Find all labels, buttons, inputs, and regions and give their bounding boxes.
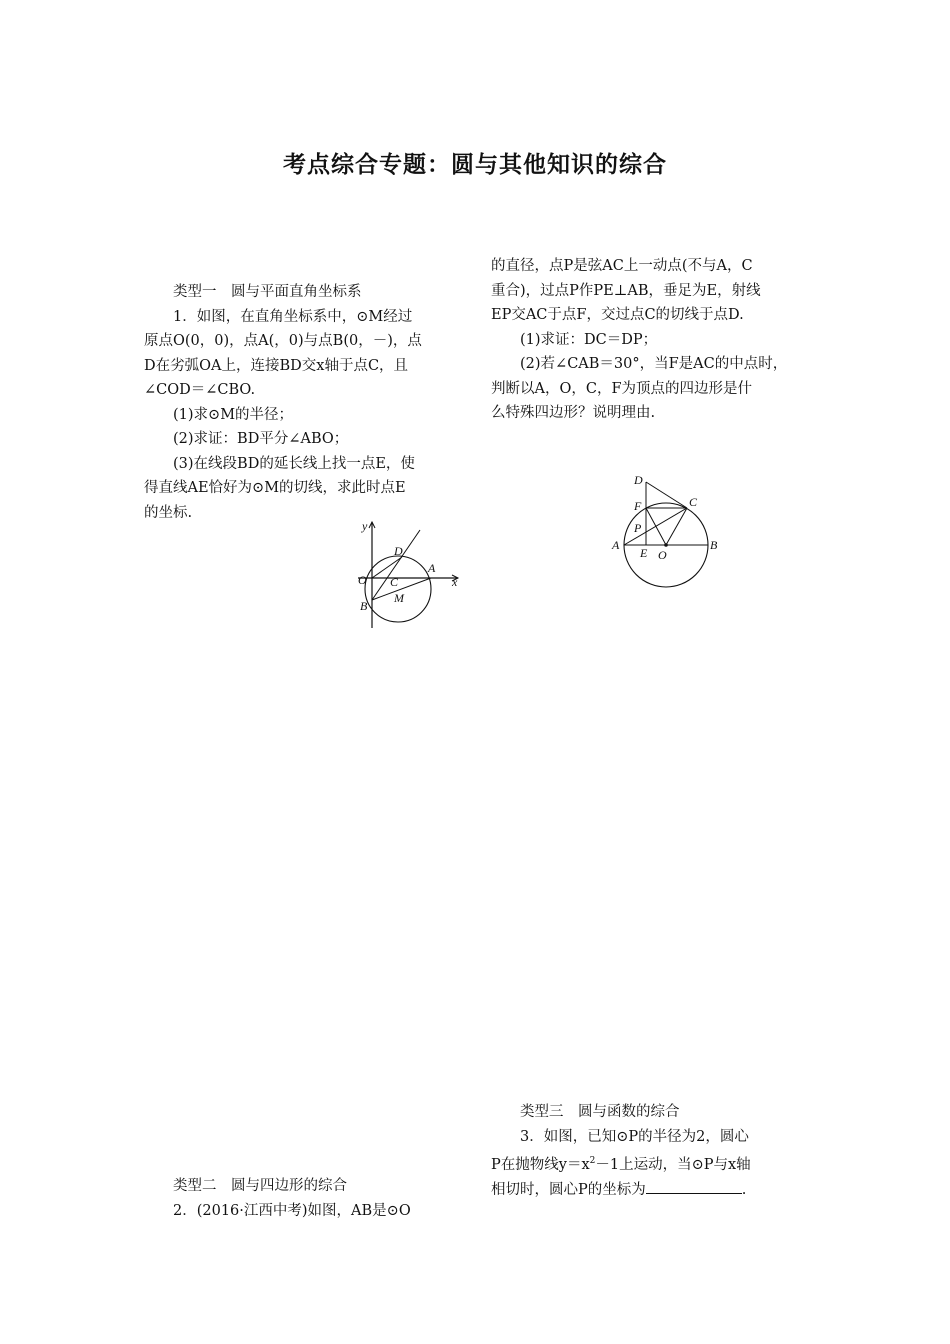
q1-part-2: (2)求证：BD平分∠ABO； — [173, 431, 349, 447]
q1-part-3: 的坐标. — [144, 504, 193, 521]
q1-text: 原点O(0，0)，点A(，0)与点B(0，－)，点 — [144, 333, 422, 349]
left-column-bottom — [144, 1174, 460, 1223]
label-b: B — [710, 538, 718, 552]
circle-m — [365, 556, 431, 622]
q1-text: 1．如图，在直角坐标系中，⊙M经过 — [173, 308, 413, 325]
label-b: B — [360, 599, 368, 613]
figure-1-circle-coordinate — [340, 520, 470, 630]
label-a: A — [428, 561, 436, 575]
q2-text: 2．(2016·江西中考)如图，AB是⊙O — [173, 1202, 411, 1219]
q1-part-3: 得直线AE恰好为⊙M的切线，求此时点E — [144, 480, 406, 496]
right-column — [491, 254, 807, 426]
label-o: O — [658, 548, 667, 562]
q2-text: 重合)，过点P作PE⊥AB，垂足为E，射线 — [491, 282, 761, 299]
q2-part-2: 判断以A，O，C，F为顶点的四边形是什 — [491, 380, 753, 397]
q2-part-1: (1)求证：DC＝DP； — [520, 331, 658, 348]
q1-text: D在劣弧OA上，连接BD交x轴于点C，且 — [144, 357, 409, 374]
center-dot — [664, 543, 668, 547]
q2-text: 的直径，点P是弦AC上一动点(不与A，C — [491, 258, 753, 274]
tangent-dc — [646, 482, 687, 508]
q1-part-3: (3)在线段BD的延长线上找一点E，使 — [173, 455, 415, 472]
q1-text: ∠COD＝∠CBO. — [144, 382, 256, 398]
q3-text-part: －1上运动，当⊙P与x轴 — [595, 1156, 751, 1173]
line-bd — [372, 530, 420, 600]
label-m: M — [394, 591, 404, 605]
line-oc — [666, 508, 687, 545]
label-x: x — [452, 575, 458, 589]
right-column-bottom — [491, 1100, 807, 1203]
q1-part-1: (1)求⊙M的半径； — [173, 406, 294, 423]
label-d: D — [634, 473, 643, 487]
figure-2-circle-quadrilateral — [610, 470, 730, 590]
label-f: F — [634, 499, 642, 513]
q2-text: EP交AC于点F，交过点C的切线于点D. — [491, 307, 744, 323]
label-e: E — [640, 546, 648, 560]
answer-blank[interactable] — [646, 1177, 742, 1194]
label-a: A — [612, 538, 620, 552]
label-c: C — [689, 495, 698, 509]
left-column — [144, 280, 460, 525]
q3-text-part: P在抛物线y＝x — [491, 1156, 590, 1173]
label-o: O — [358, 573, 367, 587]
q3-text-part: 相切时，圆心P的坐标为 — [491, 1182, 646, 1199]
label-d: D — [394, 544, 403, 558]
q3-text: 3．如图，已知⊙P的半径为2，圆心 — [520, 1128, 749, 1145]
q2-part-2: (2)若∠CAB＝30°，当F是AC的中点时， — [520, 356, 788, 372]
q2-part-2: 么特殊四边形？说明理由. — [491, 405, 656, 421]
q3-period: . — [741, 1182, 747, 1199]
q3-text — [491, 1177, 807, 1203]
section-heading-1: 类型一 圆与平面直角坐标系 — [173, 284, 362, 300]
section-heading-3: 类型三 圆与函数的综合 — [520, 1104, 680, 1120]
section-heading-2: 类型二 圆与四边形的综合 — [173, 1178, 347, 1194]
superscript: 2 — [589, 1156, 596, 1166]
q3-text — [491, 1149, 807, 1177]
label-y: y — [362, 519, 368, 533]
label-c: C — [390, 575, 399, 589]
line-fo — [646, 508, 666, 545]
page-title: 考点综合专题：圆与其他知识的综合 — [283, 152, 667, 178]
label-p: P — [634, 521, 642, 535]
